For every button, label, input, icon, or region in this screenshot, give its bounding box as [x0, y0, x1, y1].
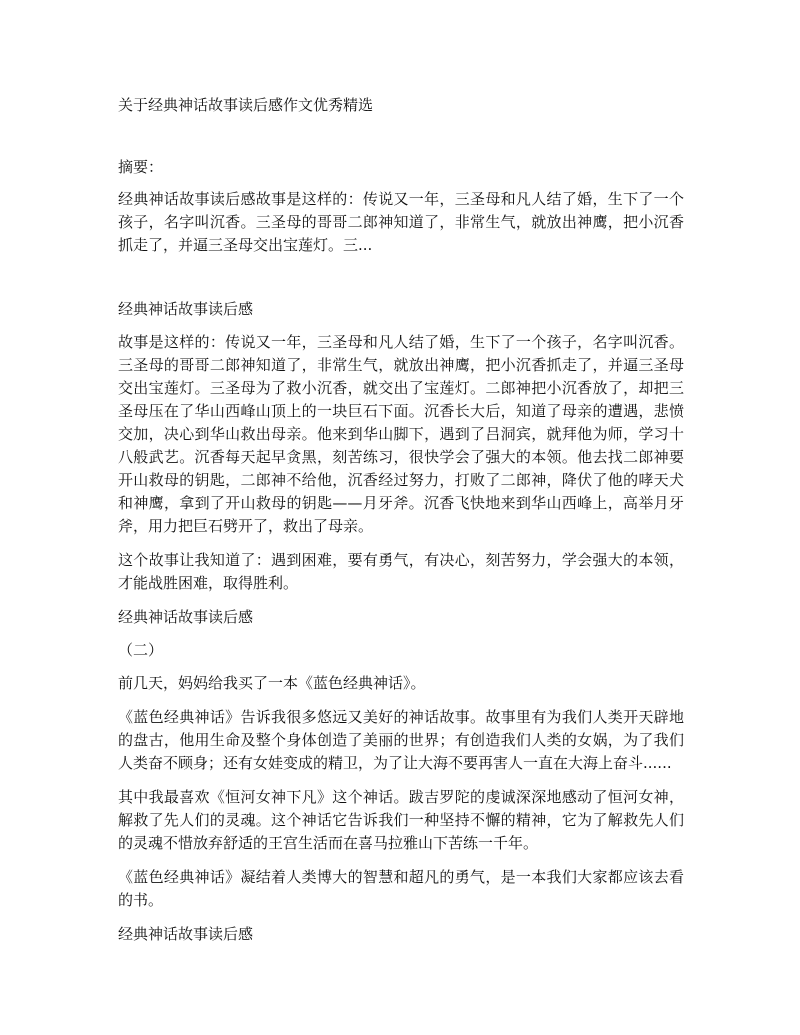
favorite-paragraph: 其中我最喜欢《恒河女神下凡》这个神话。跋吉罗陀的虔诚深深地感动了恒河女神，解救了先人们的灵魂。这个神话它告诉我们一种坚持不懈的精神，它为了解救先人们的灵魂不惜放弃舒适的王宫生活而在喜马拉雅山下苦练一千年。: [118, 788, 684, 852]
section-heading: 经典神话故事读后感: [118, 300, 254, 318]
section-subheading: （二）: [118, 641, 164, 659]
document-page: [118, 94, 684, 945]
section-heading: 经典神话故事读后感: [118, 608, 254, 626]
story-paragraph: 故事是这样的：传说又一年，三圣母和凡人结了婚，生下了一个孩子，名字叫沉香。三圣母的哥哥二郎神知道了，非常生气，就放出神鹰，把小沉香抓走了，并逼三圣母交出宝莲灯。三圣母为了救小沉香，就交出了宝莲灯。二郎神把小沉香放了，却把三圣母压在了华山西峰山顶上的一块巨石下面。沉香长大后，知道了母亲的遭遇，悲愤交加，决心到华山救出母亲。他来到华山脚下，遇到了吕洞宾，就拜他为师，学习十八般武艺。沉香每天起早贪黑，刻苦练习，很快学会了强大的本领。他去找二郎神要开山救母的钥匙，二郎神不给他，沉香经过努力，打败了二郎神，降伏了他的哮天犬和神鹰，拿到了开山救母的钥匙——月牙斧。沉香飞快地来到华山西峰上，高举月牙斧，用力把巨石劈开了，救出了母亲。: [118, 333, 684, 535]
abstract-label: 摘要：: [118, 158, 164, 176]
abstract-text: 经典神话故事读后感故事是这样的：传说又一年，三圣母和凡人结了婚，生下了一个孩子，名字叫沉香。三圣母的哥哥二郎神知道了，非常生气，就放出神鹰，把小沉香抓走了，并逼三圣母交出宝莲灯。三...: [118, 190, 684, 254]
section-heading: 经典神话故事读后感: [118, 925, 254, 943]
document-title: 关于经典神话故事读后感作文优秀精选: [118, 96, 374, 114]
conclusion-paragraph: 《蓝色经典神话》凝结着人类博大的智慧和超凡的勇气，是一本我们大家都应该去看的书。: [118, 868, 684, 909]
book-paragraph: 《蓝色经典神话》告诉我很多悠远又美好的神话故事。故事里有为我们人类开天辟地的盘古，他用生命及整个身体创造了美丽的世界；有创造我们人类的女娲，为了我们人类奋不顾身；还有女娃变成的精卫，为了让大海不要再害人一直在大海上奋斗......: [118, 708, 684, 772]
lesson-paragraph: 这个故事让我知道了：遇到困难，要有勇气，有决心，刻苦努力，学会强大的本领，才能战胜困难，取得胜利。: [118, 551, 684, 592]
intro-paragraph: 前几天，妈妈给我买了一本《蓝色经典神话》。: [118, 674, 426, 692]
